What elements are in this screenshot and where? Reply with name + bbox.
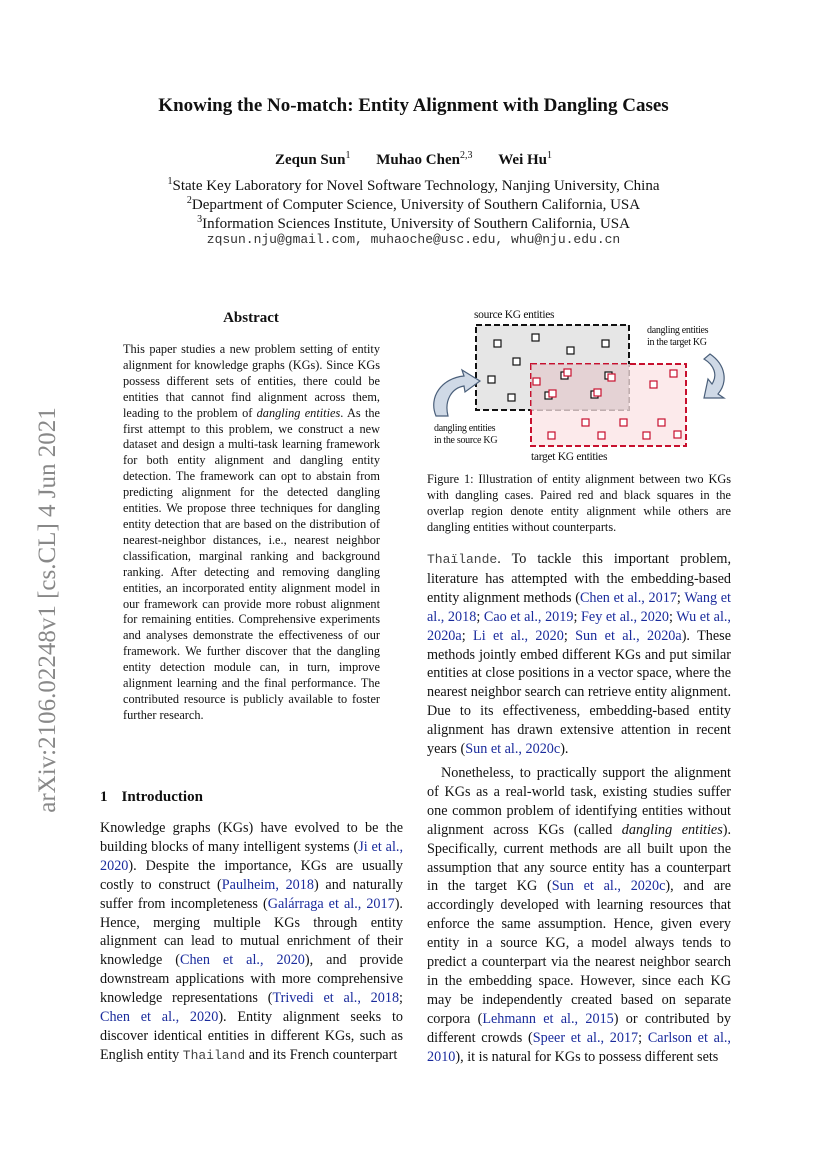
section-heading: 1 Introduction — [100, 789, 203, 805]
citation-link[interactable]: Chen et al., 2017 — [579, 589, 677, 606]
citation-link[interactable]: Speer et al., 2017 — [532, 1029, 639, 1046]
text-run: . To tackle this important problem, literature has attempted with the embedding-based entity alignment methods ( — [427, 551, 731, 606]
text-run: ). These methods jointly embed different KGs and put similar entities at close positions in a vector space, where the nearest neighbor search can retrieve entity alignment. Due to its effectiveness, embedding-based entity alignment has drawn extensive attention in recent years ( — [427, 627, 731, 758]
text-run: ). Despite the importance, KGs are usually costly to construct ( — [100, 857, 403, 893]
text-run: ; — [676, 589, 685, 606]
text-run: ; — [563, 627, 576, 644]
text-run: ). Entity alignment seeks to discover identical entities in different KGs, such as English entity — [100, 1009, 403, 1063]
text-run: ; — [638, 1029, 648, 1046]
affiliation: $^3$Information Sciences Institute, University of Southern California, USA — [197, 214, 630, 232]
text-run: ; — [399, 990, 403, 1007]
affiliation: $^1$State Key Laboratory for Novel Software Technology, Nanjing University, China — [167, 176, 660, 194]
text-run: ; — [461, 627, 474, 644]
citation-link[interactable]: Galárraga et al., 2017 — [267, 895, 395, 912]
figure-label-dangling-target: dangling entities — [647, 325, 709, 336]
citation-link[interactable]: Sun et al., 2020c — [551, 878, 666, 895]
figure-1 — [420, 302, 740, 466]
figure-label-dangling-target: in the target KG — [647, 337, 707, 348]
abstract-body: This paper studies a new problem setting of entity alignment for knowledge graphs (KGs). Since KGs possess different sets of entities, there could be entities that cannot find alignment across them, leading to the problem of dangling entities. As the first attempt to this problem, we construct a new dataset and design a multi-task learning framework for both entity alignment and dangling entity detection. The framework can opt to abstain from predicting alignment for the detected dangling entities. We propose three techniques for dangling entity detection that are based on the distribution of nearest-neighbor distances, i.e., nearest neighbor classification, marginal ranking and background ranking. After detecting and removing dangling entities, an incorporated entity alignment model in our framework can provide more robust alignment for remaining entities. Comprehensive experiments and analyses demonstrate the effectiveness of our framework. We further discover that the dangling entity detection module can, in turn, improve alignment learning and the final performance. The contributed resource is publicly available to foster further research. — [123, 342, 380, 722]
source-entity — [567, 347, 574, 354]
target-entity — [658, 419, 665, 426]
text-run: ; — [669, 608, 677, 625]
overlap-region — [531, 364, 629, 410]
text-run: ), and provide downstream applications with more comprehensive knowledge representations ( — [100, 952, 403, 1007]
source-entity — [508, 394, 515, 401]
source-entity — [532, 334, 539, 341]
target-entity — [582, 419, 589, 426]
entity-name: Thaïlande — [427, 552, 498, 567]
text-run: ) and naturally suffer from incompleteness ( — [100, 876, 403, 912]
arxiv-identifier: arXiv:2106.02248v1 [cs.CL] 4 Jun 2021 — [34, 407, 61, 813]
author: Zequn Sun$^1$ — [274, 150, 351, 168]
source-entity — [488, 376, 495, 383]
figure-label-dangling-source: dangling entities — [434, 423, 496, 434]
target-entity — [670, 370, 677, 377]
source-entity — [602, 340, 609, 347]
text-run: and its French counterpart — [245, 1046, 398, 1063]
citation-link[interactable]: Chen et al., 2020 — [179, 952, 305, 969]
author-emails: zqsun.nju@gmail.com, muhaoche@usc.edu, whu@nju.edu.cn — [206, 232, 621, 247]
intro-paragraph-3 — [427, 764, 731, 1067]
citation-link[interactable]: Sun et al., 2020c — [465, 741, 561, 758]
target-entity — [594, 389, 601, 396]
right-column — [427, 550, 731, 1066]
emphasis: dangling entities — [621, 821, 723, 838]
target-entity — [608, 374, 615, 381]
entity-name: Thailand — [182, 1047, 246, 1063]
citation-link[interactable]: Li et al., 2020 — [473, 627, 564, 644]
author: Muhao Chen$^{2,3}$ — [376, 150, 473, 168]
text-run: Knowledge graphs (KGs) have evolved to be the building blocks of many intelligent systems ( — [100, 820, 403, 855]
author: Wei Hu$^1$ — [498, 150, 552, 168]
text-run: Nonetheless, to practically support the alignment of KGs as a real-world task, existing studies suffer one common problem of identifying entities without alignment across KGs (called — [427, 764, 731, 838]
citation-link[interactable]: Sun et al., 2020a — [575, 627, 682, 644]
source-entity — [494, 340, 501, 347]
text-run: ). — [560, 741, 569, 758]
intro-paragraph-1 — [100, 819, 403, 1066]
target-entity — [548, 432, 555, 439]
text-run: ), it is natural for KGs to possess different sets — [455, 1048, 719, 1065]
citation-link[interactable]: Trivedi et al., 2018 — [272, 990, 400, 1007]
figure-label-dangling-source: in the source KG — [434, 435, 498, 446]
citation-link[interactable]: Lehmann et al., 2015 — [482, 1010, 614, 1027]
target-dangling-arrow-icon — [704, 354, 724, 398]
citation-link[interactable]: Paulheim, 2018 — [221, 876, 314, 893]
intro-paragraph-2 — [427, 550, 731, 759]
target-entity — [674, 431, 681, 438]
target-entity — [549, 390, 556, 397]
text-run: ). Hence, merging multiple KGs through entity alignment can lead to mutual enrichment of their knowledge ( — [100, 895, 403, 969]
text-run: ), and are accordingly developed with learning resources that enforce the same assumption. Hence, given every entity in a source KG, a model always tends to predict a counterpart via the nearest neighbor search in the embedding space. However, since each KG may be independently created based on separate corpora ( — [427, 878, 732, 1027]
text-run: ). Specifically, current methods are all built upon the assumption that any source entity has a counterpart in the target KG ( — [427, 821, 731, 895]
citation-link[interactable]: Wang et al., 2018 — [427, 589, 731, 625]
figure-caption: Figure 1: Illustration of entity alignment between two KGs with dangling cases. Paired red and black squares in the overlap region denote entity alignment while others are dangling entities without counterparts. — [427, 472, 731, 534]
source-dangling-arrow-icon — [434, 370, 480, 416]
citation-link[interactable]: Fey et al., 2020 — [581, 608, 670, 625]
figure-label-source: source KG entities — [474, 309, 555, 321]
target-entity — [598, 432, 605, 439]
figure-label-target: target KG entities — [531, 451, 608, 463]
target-entity — [533, 378, 540, 385]
paper-title: Knowing the No-match: Entity Alignment with Dangling Cases — [158, 95, 669, 116]
source-entity — [513, 358, 520, 365]
target-entity — [650, 381, 657, 388]
citation-link[interactable]: Chen et al., 2020 — [100, 1009, 219, 1026]
author-list — [0, 150, 827, 169]
text-run: ) or contributed by different crowds ( — [427, 1010, 731, 1046]
citation-link[interactable]: Carlson et al., 2010 — [427, 1029, 731, 1065]
arxiv-sidebar — [36, 375, 60, 845]
citation-link[interactable]: Wu et al., 2020a — [427, 608, 731, 644]
target-entity — [620, 419, 627, 426]
abstract-heading: Abstract — [223, 310, 279, 326]
target-entity — [564, 369, 571, 376]
target-entity — [643, 432, 650, 439]
citation-link[interactable]: Cao et al., 2019 — [483, 608, 574, 625]
text-run: ; — [573, 608, 581, 625]
text-run: ; — [476, 608, 484, 625]
affiliation: $^2$Department of Computer Science, University of Southern California, USA — [186, 195, 641, 213]
citation-link[interactable]: Ji et al., 2020 — [100, 838, 403, 874]
